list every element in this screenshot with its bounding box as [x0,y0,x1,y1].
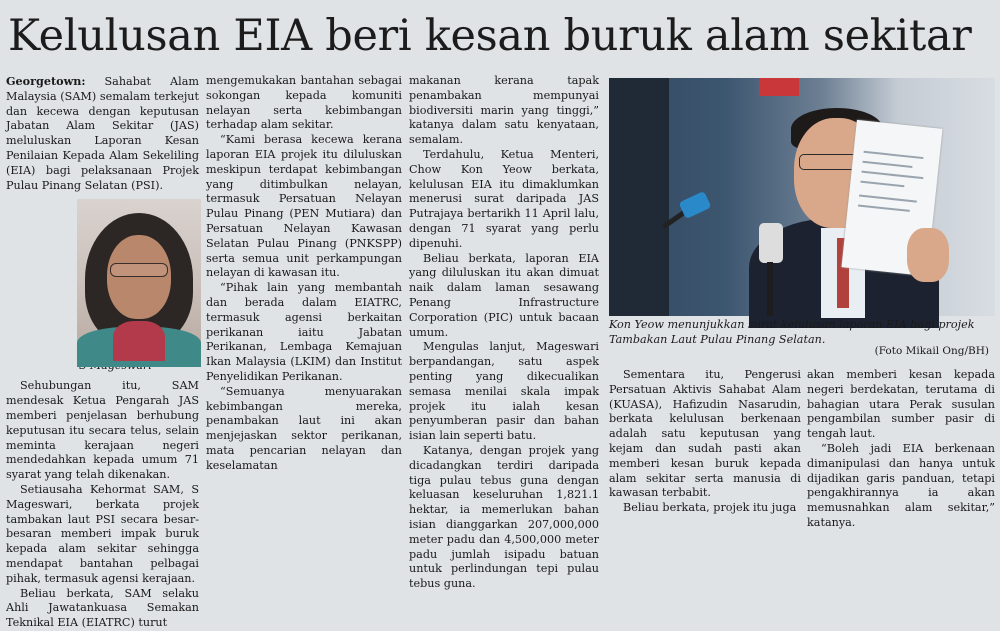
paragraph: mengemukakan bantahan sebagai sokongan kepada komuniti nelayan serta kebimbangan terhadap alam sekitar. [206,74,402,132]
paragraph: Mengulas lanjut, Mageswari berpandangan, satu aspek penting yang dikecualikan semasa menilai skala impak projek itu ialah kesan penyumberan pasir dan bahan isian lain seperti batu. [409,340,599,443]
paragraph: makanan kerana tapak penambakan mempunyai biodiversiti marin yang tinggi,” katanya dalam satu kenyataan, semalam. [409,74,599,147]
portrait-photo [77,199,201,357]
dateline: Georgetown: [6,74,86,88]
portrait-inset [77,199,205,375]
article-column-1 [6,74,199,630]
paragraph [6,74,199,193]
caption-line: Tambakan Laut Pulau Pinang Selatan. [609,332,826,346]
paragraph: Sementara itu, Pengerusi Persatuan Aktivis Sahabat Alam (KUASA), Hafizudin Nasarudin, berkata kelulusan berkenaan adalah satu keputusan yang kejam dan sudah pasti akan memberi kesan buruk kepada alam sekitar serta manusia di kawasan terbabit. [609,368,801,500]
article-column-4 [609,368,801,515]
paragraph: Beliau berkata, laporan EIA yang diluluskan itu akan dimuat naik dalam laman sesawang Penang Infrastructure Corporation (PIC) untuk bacaan umum. [409,251,599,339]
paragraph-text: Sahabat Alam Malaysia (SAM) semalam terkejut dan kecewa dengan keputusan Jabatan Alam Sekitar (JAS) meluluskan Laporan Kesan Penilaian Kepada Alam Sekeliling (EIA) bagi pelaksanaan Projek Pulau Pinang Selatan (PSI). [6,75,199,192]
paragraph: Beliau berkata, projek itu juga [623,501,797,515]
paragraph: “Boleh jadi EIA berkenaan dimanipulasi dan hanya untuk dijadikan garis panduan, tetapi pengakhirannya ia akan memusnahkan alam sekitar,” katanya. [807,441,995,529]
paragraph: Setiausaha Kehormat SAM, S Mageswari, berkata projek tambakan laut PSI secara besar-besaran memberi impak buruk kepada alam sekitar sehingga mendapat bantahan pelbagai pihak, termasuk agensi kerajaan. [6,482,199,585]
paragraph: Sehubungan itu, SAM mendesak Ketua Pengarah JAS memberi penjelasan berhubung keputusan itu secara telus, selain meminta kerajaan negeri mendedahkan kepada umum 71 syarat yang telah dikenakan. [6,379,199,482]
paragraph: “Kami berasa kecewa kerana laporan EIA projek itu diluluskan meskipun terdapat kebimbangan yang ditimbulkan nelayan, termasuk Persatuan Nelayan Pulau Pinang (PEN Mutiara) dan Persatuan Nelayan Kawasan Selatan Pulau Pinang (PNKSPP) serta semua unit perkampungan nelayan di kawasan itu. [206,133,402,280]
paragraph: Katanya, dengan projek yang dicadangkan terdiri daripada tiga pulau tebus guna dengan keluasan keseluruhan 1,821.1 hektar, ia memerlukan bahan isian dianggarkan 207,000,000 meter padu dan 4,500,000 meter padu jumlah isipadu batuan untuk perlindungan tepi pulau tebus guna. [409,443,599,591]
photo-credit: (Foto Mikail Ong/BH) [874,345,989,357]
paragraph: “Pihak lain yang membantah dan berada dalam EIATRC, termasuk agensi berkaitan perikanan iaitu Jabatan Perikanan, Lembaga Kemajuan Ikan Malaysia (LKIM) dan Institut Penyelidikan Perikanan. [206,281,402,383]
caption-line: Kon Yeow menunjukkan surat kelulusan laporan EIA bagi projek [609,318,975,331]
paragraph: “Semuanya menyuarakan kebimbangan mereka, penambakan laut ini akan menjejaskan sektor perikanan, mata pencarian nelayan dan keselamatan [206,384,402,472]
headline: Kelulusan EIA beri kesan buruk alam sekitar [8,11,972,61]
paragraph: Terdahulu, Ketua Menteri, Chow Kon Yeow berkata, kelulusan EIA itu dimaklumkan menerusi surat daripada JAS Putrajaya bertarikh 11 April lalu, dengan 71 syarat yang perlu dipenuhi. [409,147,599,250]
article-column-2 [206,74,402,504]
paragraph: Beliau berkata, SAM selaku Ahli Jawatankuasa Semakan Teknikal EIA (EIATRC) turut [6,586,199,630]
article-column-3 [409,74,599,591]
press-photo [609,78,995,316]
article-column-5 [807,368,995,529]
paragraph: akan memberi kesan kepada negeri berdekatan, terutama di bahagian utara Perak susulan pengambilan sumber pasir di tengah laut. [807,368,995,441]
